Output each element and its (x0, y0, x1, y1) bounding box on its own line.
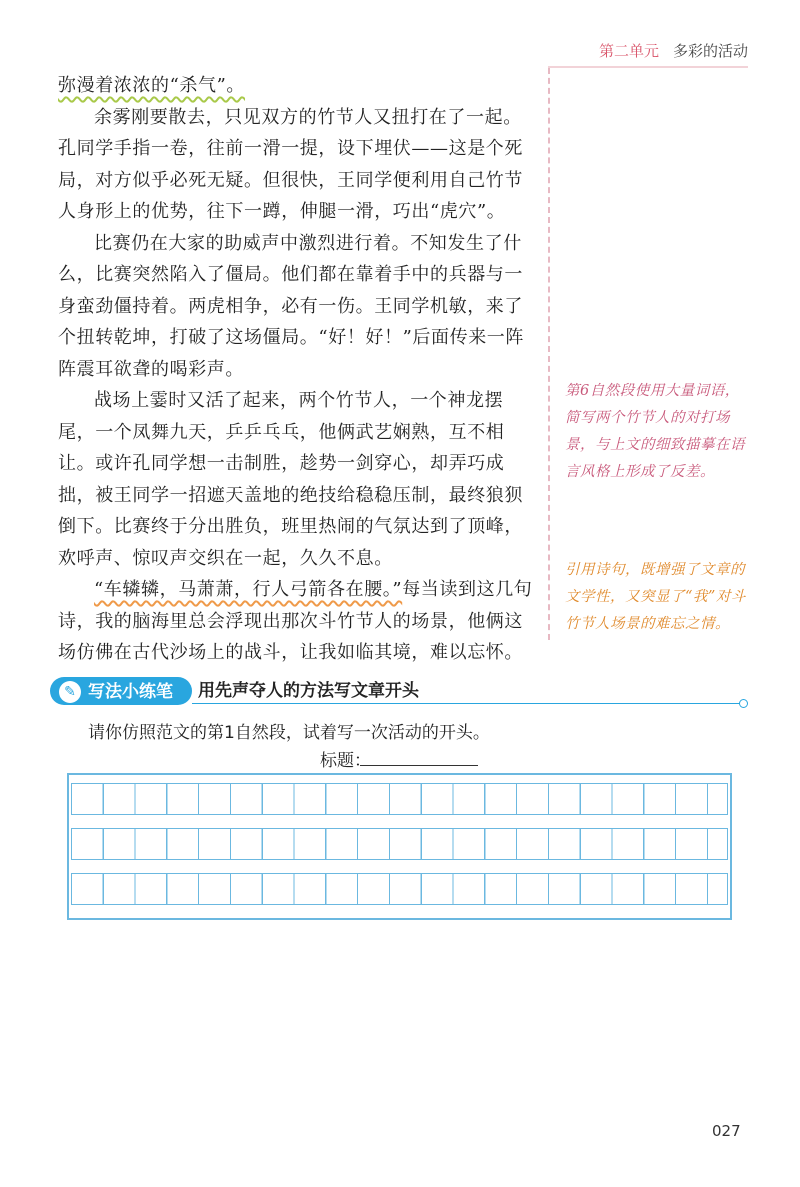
paragraph-0 (58, 70, 538, 102)
title-label: 标题： (320, 751, 371, 771)
pen-icon: ✎ (59, 681, 81, 703)
margin-divider (548, 68, 550, 640)
unit-label: 第二单元 (598, 42, 659, 60)
banner-rule-end-dot (739, 699, 748, 708)
exercise-badge-label: 写法小练笔 (88, 682, 173, 702)
margin-note-1: 第6自然段使用大量词语，简写两个竹节人的对打场景，与上文的细致描摹在语言风格上形成了反差。 (565, 383, 745, 480)
highlight-green: 弥漫着浓浓的“杀气”。 (58, 75, 246, 96)
exercise-banner (50, 676, 750, 710)
essay-body (58, 70, 538, 669)
paragraph-2: 比赛仍在大家的助威声中激烈进行着。不知发生了什么，比赛突然陷入了僵局。他们都在靠着手中的兵器与一身蛮劲僵持着。两虎相争，必有一伤。王同学机敏，来了个扭转乾坤，打破了这场僵局。“好！好！”后面传来一阵阵震耳欲聋的喝彩声。 (58, 232, 525, 380)
grid-row[interactable] (71, 828, 728, 860)
page-number: 027 (712, 1122, 741, 1140)
paragraph-4-rest: 每当读到这几句诗，我的脑海里总会浮现出那次斗竹节人的场景，他俩这场仿佛在古代沙场上的战斗，让我如临其境，难以忘怀。 (58, 579, 533, 663)
grid-row[interactable] (71, 783, 728, 815)
header-rule (548, 66, 748, 68)
margin-note-2: 引用诗句，既增强了文章的文学性，又突显了“我”对斗竹节人场景的难忘之情。 (565, 562, 746, 632)
unit-title: 多彩的活动 (672, 42, 748, 60)
writing-grid[interactable] (67, 773, 732, 920)
grid-row[interactable] (71, 873, 728, 905)
page-header (599, 40, 748, 61)
paragraph-1: 余雾刚要散去，只见双方的竹节人又扭打在了一起。孔同学手指一卷，往前一滑一提，设下埋伏——这是个死局，对方似乎必死无疑。但很快，王同学便利用自己竹节人身形上的优势，往下一蹲，伸腿一滑，巧出“虎穴”。 (58, 106, 523, 222)
exercise-subtitle: 用先声夺人的方法写文章开头 (198, 681, 419, 701)
exercise-instruction: 请你仿照范文的第1自然段，试着写一次活动的开头。 (88, 723, 490, 743)
paragraph-3: 战场上霎时又活了起来，两个竹节人，一个神龙摆尾，一个凤舞九天，乒乒乓乓，他俩武艺娴熟，互不相让。或许孔同学想一击制胜，趁势一剑穿心，却弄巧成拙，被王同学一招遮天盖地的绝技给稳稳压制，最终狼狈倒下。比赛终于分出胜负，班里热闹的气氛达到了顶峰，欢呼声、惊叹声交织在一起，久久不息。 (58, 390, 523, 569)
exercise-badge (50, 677, 192, 705)
paragraph-4 (58, 574, 538, 669)
highlight-poem-quote: “车辚辚，马萧萧，行人弓箭各在腰。” (94, 579, 403, 600)
title-blank[interactable] (360, 765, 478, 766)
banner-rule (192, 703, 742, 704)
